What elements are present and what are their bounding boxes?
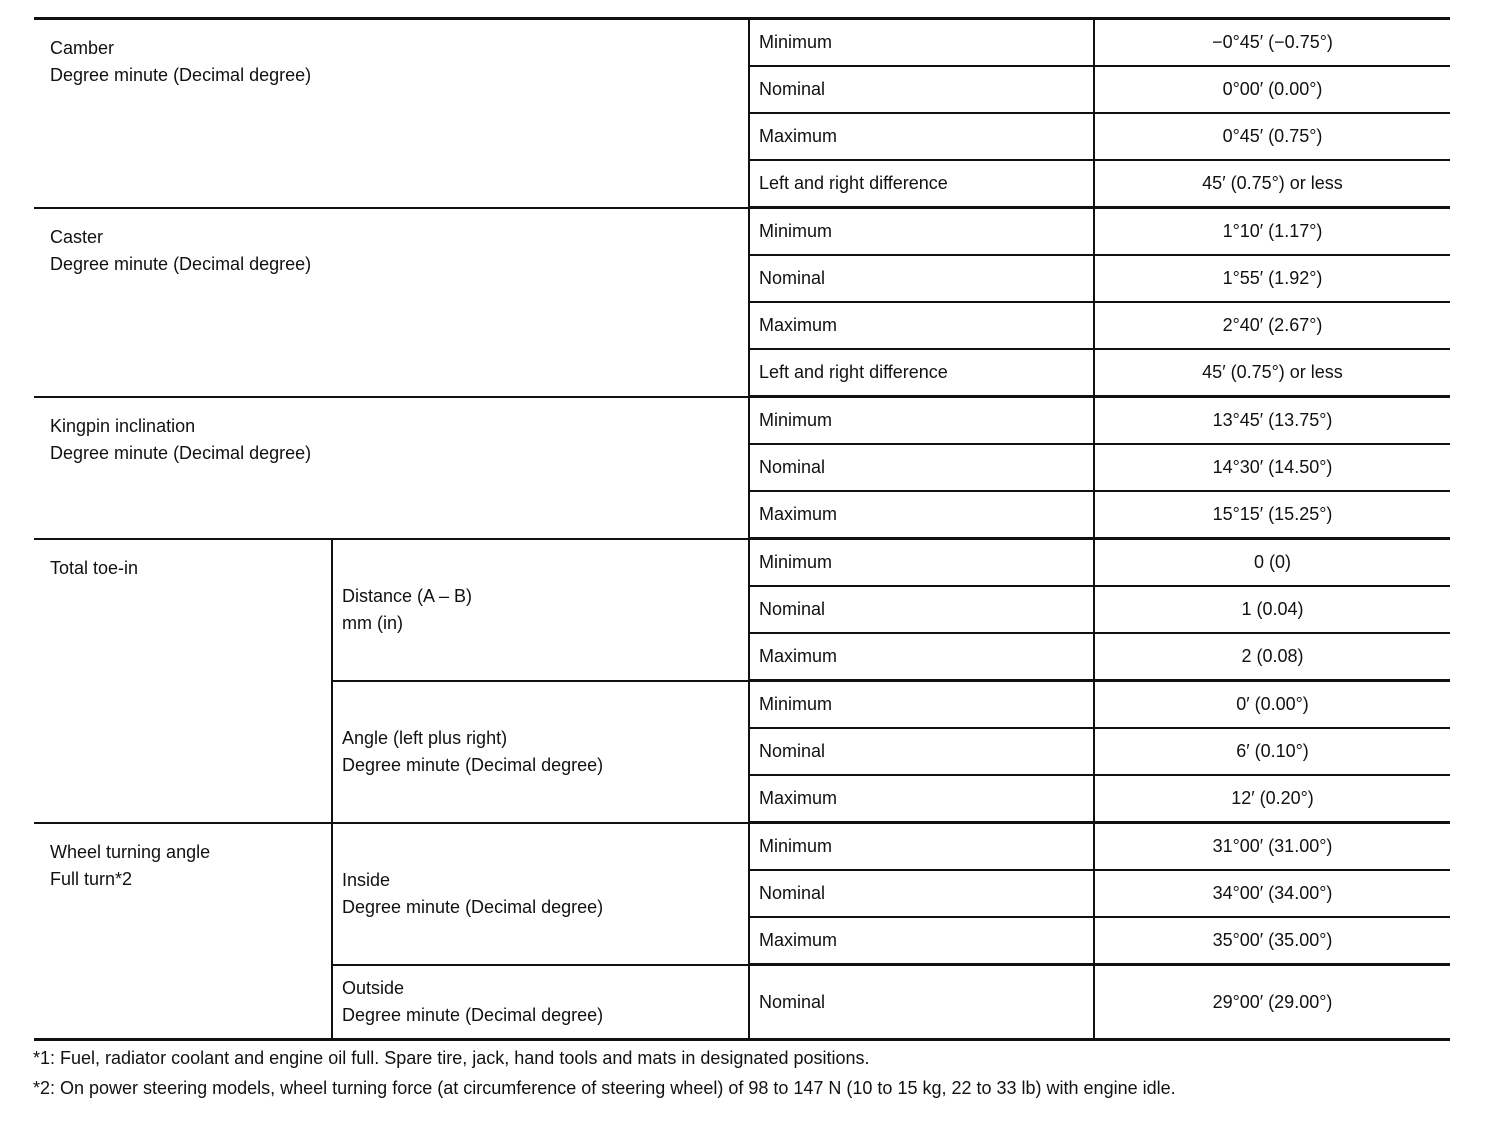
footnote-1: *1: Fuel, radiator coolant and engine oil full. Spare tire, jack, hand tools and mats in designated positions. <box>33 1048 870 1068</box>
spec-value: 45′ (0.75°) or less <box>1094 160 1450 208</box>
spec-level: Nominal <box>749 66 1094 113</box>
spec-level: Minimum <box>749 208 1094 256</box>
sub-parameter-label: Outside Degree minute (Decimal degree) <box>332 965 749 1040</box>
spec-level: Minimum <box>749 823 1094 871</box>
parameter-label: Camber Degree minute (Decimal degree) <box>34 19 749 208</box>
spec-value: 1°10′ (1.17°) <box>1094 208 1450 256</box>
parameter-label: Kingpin inclination Degree minute (Decimal degree) <box>34 397 749 539</box>
spec-value: 13°45′ (13.75°) <box>1094 397 1450 445</box>
spec-table-body <box>34 19 1450 1040</box>
spec-row <box>34 539 1450 587</box>
spec-level: Minimum <box>749 397 1094 445</box>
spec-value: 34°00′ (34.00°) <box>1094 870 1450 917</box>
spec-value: 0′ (0.00°) <box>1094 681 1450 729</box>
spec-row <box>34 19 1450 67</box>
spec-value: 12′ (0.20°) <box>1094 775 1450 823</box>
spec-level: Nominal <box>749 444 1094 491</box>
spec-level: Maximum <box>749 775 1094 823</box>
spec-value: 1 (0.04) <box>1094 586 1450 633</box>
footnotes <box>33 1045 1449 1105</box>
spec-value: 0 (0) <box>1094 539 1450 587</box>
spec-level: Left and right difference <box>749 160 1094 208</box>
spec-level: Maximum <box>749 633 1094 681</box>
parameter-label: Wheel turning angle Full turn*2 <box>34 823 332 1040</box>
spec-level: Nominal <box>749 728 1094 775</box>
spec-value: 1°55′ (1.92°) <box>1094 255 1450 302</box>
spec-value: 45′ (0.75°) or less <box>1094 349 1450 397</box>
spec-value: 14°30′ (14.50°) <box>1094 444 1450 491</box>
spec-value: 31°00′ (31.00°) <box>1094 823 1450 871</box>
spec-value: 15°15′ (15.25°) <box>1094 491 1450 539</box>
spec-row <box>34 397 1450 445</box>
spec-value: 0°00′ (0.00°) <box>1094 66 1450 113</box>
spec-level: Maximum <box>749 491 1094 539</box>
spec-row <box>34 823 1450 871</box>
wheel-alignment-spec-table <box>34 17 1450 1041</box>
footnote-2: *2: On power steering models, wheel turning force (at circumference of steering wheel) of 98 to 147 N (10 to 15 kg, 22 to 33 lb) with engine idle. <box>33 1078 1176 1098</box>
spec-level: Maximum <box>749 917 1094 965</box>
spec-level: Maximum <box>749 302 1094 349</box>
spec-level: Nominal <box>749 255 1094 302</box>
parameter-label: Caster Degree minute (Decimal degree) <box>34 208 749 397</box>
spec-level: Minimum <box>749 681 1094 729</box>
spec-value: 2°40′ (2.67°) <box>1094 302 1450 349</box>
parameter-label: Total toe-in <box>34 539 332 823</box>
sub-parameter-label: Distance (A – B) mm (in) <box>332 539 749 681</box>
spec-level: Nominal <box>749 870 1094 917</box>
spec-row <box>34 208 1450 256</box>
spec-value: 35°00′ (35.00°) <box>1094 917 1450 965</box>
spec-value: 0°45′ (0.75°) <box>1094 113 1450 160</box>
spec-level: Nominal <box>749 965 1094 1040</box>
sub-parameter-label: Angle (left plus right) Degree minute (Decimal degree) <box>332 681 749 823</box>
spec-value: 29°00′ (29.00°) <box>1094 965 1450 1040</box>
spec-value: 6′ (0.10°) <box>1094 728 1450 775</box>
spec-level: Minimum <box>749 19 1094 67</box>
spec-level: Left and right difference <box>749 349 1094 397</box>
spec-level: Nominal <box>749 586 1094 633</box>
spec-value: 2 (0.08) <box>1094 633 1450 681</box>
spec-value: −0°45′ (−0.75°) <box>1094 19 1450 67</box>
spec-level: Maximum <box>749 113 1094 160</box>
spec-level: Minimum <box>749 539 1094 587</box>
sub-parameter-label: Inside Degree minute (Decimal degree) <box>332 823 749 965</box>
